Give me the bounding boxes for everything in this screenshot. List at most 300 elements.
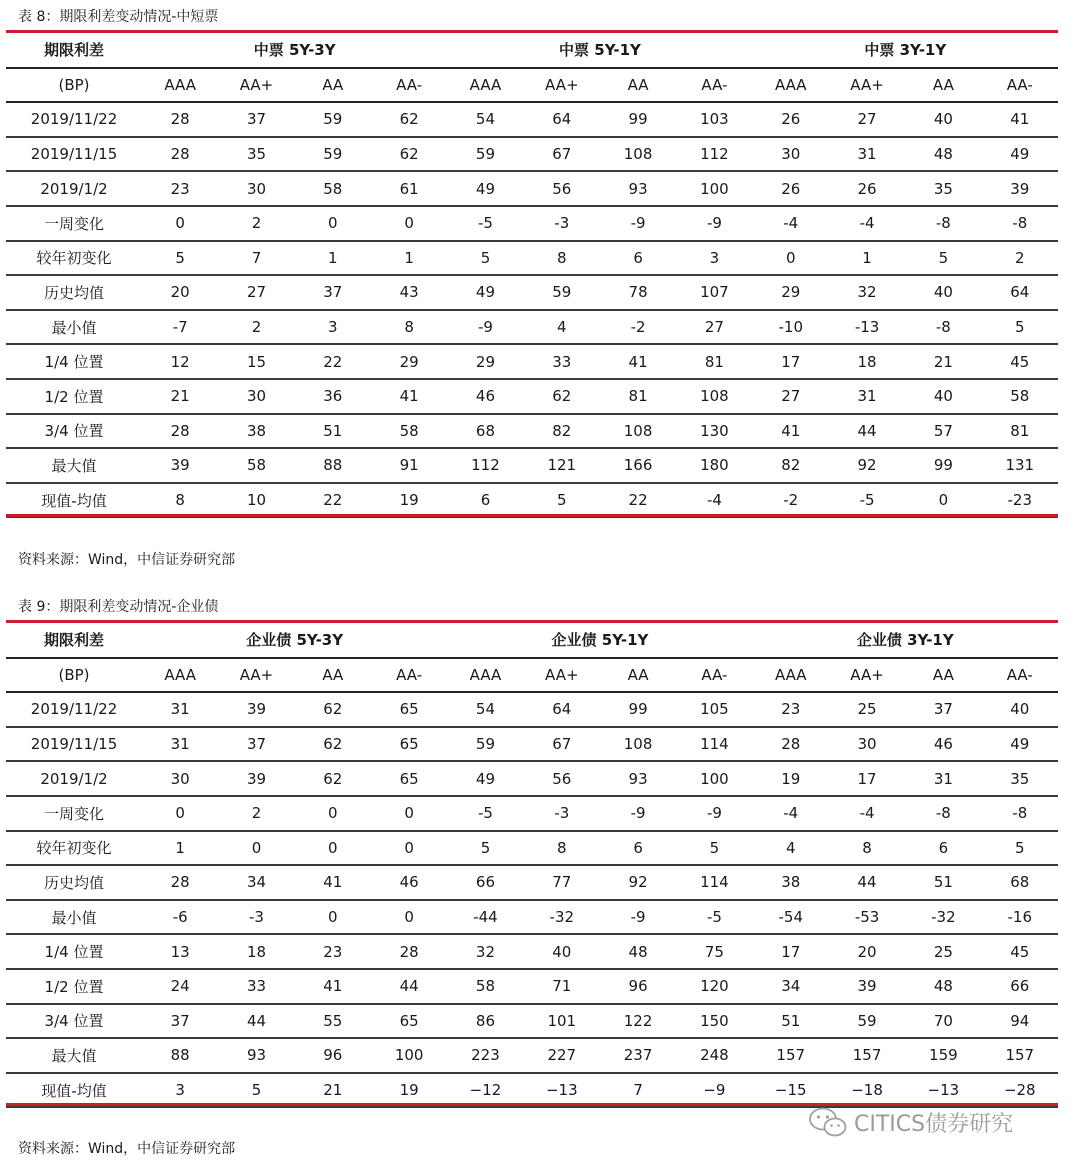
rating-header-cell: AA — [600, 658, 676, 693]
table-cell: 40 — [905, 102, 981, 137]
table-cell: 62 — [371, 137, 447, 172]
rating-header-cell: AA+ — [218, 658, 294, 693]
table-cell: 58 — [447, 969, 523, 1004]
table-cell: 5 — [905, 241, 981, 276]
table-cell: 99 — [600, 692, 676, 727]
table-cell: 0 — [371, 831, 447, 866]
row-label: 1/2 位置 — [6, 379, 142, 414]
table-cell: 51 — [295, 414, 371, 449]
table-cell: 6 — [600, 241, 676, 276]
table-cell: 64 — [524, 102, 600, 137]
table-cell: 67 — [524, 137, 600, 172]
table-cell: 65 — [371, 761, 447, 796]
table-cell: 59 — [524, 275, 600, 310]
table-row — [6, 310, 1058, 345]
table-cell: −13 — [905, 1073, 981, 1108]
table-cell: 38 — [753, 865, 829, 900]
row-label: 现值-均值 — [6, 483, 142, 518]
table-cell: 105 — [676, 692, 752, 727]
table-cell: 18 — [218, 934, 294, 969]
rating-header-cell: AA+ — [524, 658, 600, 693]
row-label: 最小值 — [6, 310, 142, 345]
table-cell: 93 — [218, 1038, 294, 1073]
table-cell: 96 — [600, 969, 676, 1004]
row-label: 历史均值 — [6, 275, 142, 310]
table-cell: 39 — [218, 692, 294, 727]
group-header-cell: 中票 3Y-1Y — [753, 33, 1058, 68]
table-cell: 37 — [218, 102, 294, 137]
table-cell: 29 — [753, 275, 829, 310]
table-row — [6, 692, 1058, 727]
table-cell: 62 — [371, 102, 447, 137]
table-cell: 8 — [524, 241, 600, 276]
rating-header-cell: AAA — [753, 658, 829, 693]
table-cell: 40 — [905, 275, 981, 310]
table-cell: 6 — [447, 483, 523, 518]
table-cell: 157 — [753, 1038, 829, 1073]
table-cell: 27 — [676, 310, 752, 345]
table-cell: 23 — [295, 934, 371, 969]
table-cell: 99 — [905, 448, 981, 483]
rating-header-cell: AAA — [142, 658, 218, 693]
table-cell: 0 — [295, 900, 371, 935]
table-cell: 94 — [982, 1004, 1058, 1039]
table-cell: 64 — [524, 692, 600, 727]
table-cell: 49 — [982, 137, 1058, 172]
table-cell: 28 — [142, 414, 218, 449]
table-cell: 0 — [371, 206, 447, 241]
table-cell: 39 — [829, 969, 905, 1004]
table-cell: 30 — [829, 727, 905, 762]
table-cell: 40 — [905, 379, 981, 414]
table-cell: 114 — [676, 865, 752, 900]
table-row — [6, 900, 1058, 935]
table-cell: −28 — [982, 1073, 1058, 1108]
rating-header-cell: AA+ — [829, 68, 905, 103]
table-cell: 49 — [447, 761, 523, 796]
table-cell: 3 — [142, 1073, 218, 1108]
table-cell: 56 — [524, 761, 600, 796]
table-row — [6, 1004, 1058, 1039]
table-cell: 27 — [218, 275, 294, 310]
table-cell: -5 — [447, 206, 523, 241]
table-cell: -4 — [753, 796, 829, 831]
table-cell: 20 — [142, 275, 218, 310]
table-row — [6, 761, 1058, 796]
table-cell: 0 — [142, 796, 218, 831]
table-row — [6, 137, 1058, 172]
table-cell: -8 — [905, 206, 981, 241]
group-header-cell: 企业债 5Y-1Y — [447, 623, 752, 658]
table-row — [6, 171, 1058, 206]
table-cell: 35 — [905, 171, 981, 206]
rating-header-cell: AAA — [447, 68, 523, 103]
table-cell: 2 — [218, 796, 294, 831]
table-cell: -9 — [600, 206, 676, 241]
row-label: 1/4 位置 — [6, 934, 142, 969]
rating-header-cell: AA+ — [829, 658, 905, 693]
table-cell: 108 — [600, 727, 676, 762]
rating-header-cell: AA — [905, 68, 981, 103]
table-cell: 131 — [982, 448, 1058, 483]
table-cell: 5 — [142, 241, 218, 276]
table-cell: −12 — [447, 1073, 523, 1108]
table-cell: -5 — [829, 483, 905, 518]
table-cell: 180 — [676, 448, 752, 483]
table-cell: −15 — [753, 1073, 829, 1108]
table-cell: 122 — [600, 1004, 676, 1039]
table-cell: 93 — [600, 761, 676, 796]
table-row — [6, 344, 1058, 379]
table-cell: 17 — [829, 761, 905, 796]
table-cell: 23 — [753, 692, 829, 727]
table-cell: 99 — [600, 102, 676, 137]
row-label: 2019/11/15 — [6, 727, 142, 762]
table-cell: -32 — [524, 900, 600, 935]
row-label: 2019/11/22 — [6, 102, 142, 137]
table-cell: 159 — [905, 1038, 981, 1073]
table-cell: -4 — [676, 483, 752, 518]
table-cell: 237 — [600, 1038, 676, 1073]
table-cell: -5 — [447, 796, 523, 831]
table-cell: -8 — [982, 796, 1058, 831]
table-cell: 1 — [142, 831, 218, 866]
table-cell: 58 — [218, 448, 294, 483]
table-row — [6, 727, 1058, 762]
row-label: 较年初变化 — [6, 831, 142, 866]
table-cell: 8 — [524, 831, 600, 866]
table-cell: 100 — [676, 171, 752, 206]
table-cell: 0 — [218, 831, 294, 866]
table-cell: 31 — [829, 137, 905, 172]
table-cell: -9 — [447, 310, 523, 345]
wechat-icon — [808, 1106, 848, 1138]
table-cell: 86 — [447, 1004, 523, 1039]
table-cell: 27 — [753, 379, 829, 414]
table-row — [6, 831, 1058, 866]
table-cell: 65 — [371, 692, 447, 727]
table-cell: 44 — [218, 1004, 294, 1039]
table-cell: 1 — [829, 241, 905, 276]
table-cell: 248 — [676, 1038, 752, 1073]
table-cell: 1 — [295, 241, 371, 276]
table-cell: 39 — [982, 171, 1058, 206]
table-row — [6, 241, 1058, 276]
table-cell: 57 — [905, 414, 981, 449]
table-cell: 1 — [371, 241, 447, 276]
table-cell: 22 — [295, 344, 371, 379]
table-row — [6, 275, 1058, 310]
table-cell: 41 — [295, 865, 371, 900]
table-row — [6, 934, 1058, 969]
table-cell: 28 — [142, 865, 218, 900]
row-label: 最大值 — [6, 1038, 142, 1073]
table-cell: 37 — [142, 1004, 218, 1039]
table-cell: 5 — [524, 483, 600, 518]
table-cell: 30 — [753, 137, 829, 172]
table-cell: 33 — [524, 344, 600, 379]
unit-header-cell: (BP) — [6, 658, 142, 693]
table-cell: 3 — [676, 241, 752, 276]
table-cell: 41 — [982, 102, 1058, 137]
table-cell: 37 — [218, 727, 294, 762]
rating-header-cell: AA- — [982, 68, 1058, 103]
table-cell: 0 — [295, 206, 371, 241]
table-cell: 19 — [371, 1073, 447, 1108]
table-cell: 44 — [371, 969, 447, 1004]
table-cell: -4 — [829, 206, 905, 241]
rating-header-cell: AA — [295, 658, 371, 693]
table-cell: 227 — [524, 1038, 600, 1073]
table-cell: 10 — [218, 483, 294, 518]
table-cell: 46 — [447, 379, 523, 414]
table-cell: 0 — [371, 796, 447, 831]
group-header-row — [6, 623, 1058, 658]
table-cell: 39 — [142, 448, 218, 483]
table-cell: 25 — [829, 692, 905, 727]
table-cell: 44 — [829, 414, 905, 449]
table-cell: 46 — [371, 865, 447, 900]
table-cell: 157 — [829, 1038, 905, 1073]
rating-header-cell: AA — [295, 68, 371, 103]
table-row — [6, 414, 1058, 449]
table-cell: 120 — [676, 969, 752, 1004]
rating-header-cell: AA- — [371, 68, 447, 103]
table-cell: -2 — [600, 310, 676, 345]
table-cell: -7 — [142, 310, 218, 345]
rating-header-cell: AA — [905, 658, 981, 693]
table-row — [6, 448, 1058, 483]
table-cell: 59 — [295, 137, 371, 172]
table-cell: 66 — [982, 969, 1058, 1004]
row-label: 最大值 — [6, 448, 142, 483]
table-cell: 65 — [371, 727, 447, 762]
table-cell: 0 — [905, 483, 981, 518]
table-cell: 40 — [524, 934, 600, 969]
table-cell: 59 — [447, 727, 523, 762]
table-cell: 37 — [295, 275, 371, 310]
table-cell: 7 — [600, 1073, 676, 1108]
table-cell: -16 — [982, 900, 1058, 935]
table-cell: 21 — [905, 344, 981, 379]
table-cell: 56 — [524, 171, 600, 206]
table-cell: 8 — [142, 483, 218, 518]
table-cell: -23 — [982, 483, 1058, 518]
table-cell: 112 — [676, 137, 752, 172]
table-cell: 43 — [371, 275, 447, 310]
table-cell: 36 — [295, 379, 371, 414]
table-cell: 30 — [142, 761, 218, 796]
table-cell: 59 — [829, 1004, 905, 1039]
table-cell: 34 — [218, 865, 294, 900]
table-cell: 68 — [447, 414, 523, 449]
watermark-text: CITICS债券研究 — [854, 1111, 1014, 1137]
table-cell: 112 — [447, 448, 523, 483]
table-cell: 29 — [447, 344, 523, 379]
table-cell: -54 — [753, 900, 829, 935]
table-cell: 2 — [218, 206, 294, 241]
row-label: 1/4 位置 — [6, 344, 142, 379]
table-cell: 157 — [982, 1038, 1058, 1073]
table-cell: 59 — [447, 137, 523, 172]
table-cell: 32 — [829, 275, 905, 310]
table-cell: 75 — [676, 934, 752, 969]
table-cell: 34 — [753, 969, 829, 1004]
table-cell: 54 — [447, 692, 523, 727]
table-cell: 58 — [371, 414, 447, 449]
table-row — [6, 206, 1058, 241]
table-cell: -4 — [753, 206, 829, 241]
table-cell: 82 — [524, 414, 600, 449]
table-cell: 48 — [905, 137, 981, 172]
table-cell: 48 — [905, 969, 981, 1004]
table-cell: -32 — [905, 900, 981, 935]
table-cell: 5 — [982, 831, 1058, 866]
table-cell: 24 — [142, 969, 218, 1004]
table-cell: 28 — [142, 137, 218, 172]
table-cell: 107 — [676, 275, 752, 310]
table-cell: 49 — [982, 727, 1058, 762]
table-cell: 8 — [371, 310, 447, 345]
table-cell: -3 — [218, 900, 294, 935]
table-cell: 21 — [142, 379, 218, 414]
table-cell: 21 — [295, 1073, 371, 1108]
table-cell: 64 — [982, 275, 1058, 310]
table-cell: 62 — [295, 692, 371, 727]
table-row — [6, 865, 1058, 900]
table-cell: 20 — [829, 934, 905, 969]
table-cell: 26 — [753, 102, 829, 137]
table9-caption: 表 9：期限利差变动情况-企业债 — [18, 599, 219, 615]
table-cell: 49 — [447, 275, 523, 310]
table-cell: -9 — [676, 796, 752, 831]
table-cell: 114 — [676, 727, 752, 762]
rating-header-cell: AA- — [982, 658, 1058, 693]
table-cell: 5 — [982, 310, 1058, 345]
rating-header-row — [6, 658, 1058, 693]
table-cell: 55 — [295, 1004, 371, 1039]
table-cell: 6 — [905, 831, 981, 866]
rating-header-cell: AAA — [753, 68, 829, 103]
rating-header-cell: AA- — [371, 658, 447, 693]
table-cell: 0 — [295, 831, 371, 866]
row-label: 较年初变化 — [6, 241, 142, 276]
table-cell: 5 — [676, 831, 752, 866]
rating-header-cell: AA- — [676, 68, 752, 103]
table-cell: 91 — [371, 448, 447, 483]
rating-header-cell: AA- — [676, 658, 752, 693]
table-cell: -10 — [753, 310, 829, 345]
table-cell: 26 — [753, 171, 829, 206]
table-cell: 58 — [295, 171, 371, 206]
table-cell: 61 — [371, 171, 447, 206]
table-cell: 121 — [524, 448, 600, 483]
table-cell: 0 — [295, 796, 371, 831]
row-label: 1/2 位置 — [6, 969, 142, 1004]
table9-source: 资料来源：Wind，中信证券研究部 — [18, 1141, 236, 1157]
table-cell: 67 — [524, 727, 600, 762]
table-cell: 40 — [982, 692, 1058, 727]
table-row — [6, 102, 1058, 137]
row-label: 3/4 位置 — [6, 414, 142, 449]
spread-label-header: 期限利差 — [6, 623, 142, 658]
rating-header-row — [6, 68, 1058, 103]
table-cell: −9 — [676, 1073, 752, 1108]
table-cell: 12 — [142, 344, 218, 379]
table-cell: -5 — [676, 900, 752, 935]
table-row — [6, 379, 1058, 414]
table-cell: -6 — [142, 900, 218, 935]
table-cell: 51 — [753, 1004, 829, 1039]
rating-header-cell: AA — [600, 68, 676, 103]
table-cell: 62 — [295, 761, 371, 796]
table-cell: 101 — [524, 1004, 600, 1039]
table-cell: 27 — [829, 102, 905, 137]
table-cell: 81 — [982, 414, 1058, 449]
table-cell: 35 — [218, 137, 294, 172]
table-cell: 82 — [753, 448, 829, 483]
table-cell: 37 — [905, 692, 981, 727]
table-cell: 108 — [676, 379, 752, 414]
table-cell: 77 — [524, 865, 600, 900]
table-row — [6, 1038, 1058, 1073]
row-label: 2019/11/15 — [6, 137, 142, 172]
table-cell: 58 — [982, 379, 1058, 414]
table-cell: 100 — [371, 1038, 447, 1073]
table-cell: -8 — [905, 796, 981, 831]
table-cell: 41 — [371, 379, 447, 414]
table-cell: 25 — [905, 934, 981, 969]
table-cell: 30 — [218, 171, 294, 206]
rating-header-cell: AA+ — [218, 68, 294, 103]
watermark — [808, 1106, 1013, 1138]
spread-label-header: 期限利差 — [6, 33, 142, 68]
rating-header-cell: AA+ — [524, 68, 600, 103]
table-cell: 38 — [218, 414, 294, 449]
table-cell: 68 — [982, 865, 1058, 900]
table-cell: 31 — [829, 379, 905, 414]
unit-header-cell: (BP) — [6, 68, 142, 103]
table-cell: 223 — [447, 1038, 523, 1073]
table-cell: -53 — [829, 900, 905, 935]
table-cell: 32 — [447, 934, 523, 969]
table-cell: 92 — [829, 448, 905, 483]
table-cell: -3 — [524, 206, 600, 241]
table-cell: 166 — [600, 448, 676, 483]
table-cell: 33 — [218, 969, 294, 1004]
table-cell: 26 — [829, 171, 905, 206]
table-cell: 66 — [447, 865, 523, 900]
table-cell: 6 — [600, 831, 676, 866]
table-cell: 54 — [447, 102, 523, 137]
table-cell: 62 — [295, 727, 371, 762]
rating-header-cell: AAA — [447, 658, 523, 693]
table-cell: -44 — [447, 900, 523, 935]
table-cell: 65 — [371, 1004, 447, 1039]
table-cell: 78 — [600, 275, 676, 310]
table-cell: 41 — [295, 969, 371, 1004]
table-cell: 17 — [753, 344, 829, 379]
table8-source: 资料来源：Wind，中信证券研究部 — [18, 552, 236, 568]
table-cell: 49 — [447, 171, 523, 206]
table-cell: 19 — [371, 483, 447, 518]
table-cell: -3 — [524, 796, 600, 831]
table-cell: 108 — [600, 414, 676, 449]
table-cell: 23 — [142, 171, 218, 206]
table-cell: 88 — [295, 448, 371, 483]
table-cell: -8 — [905, 310, 981, 345]
table-row — [6, 483, 1058, 518]
